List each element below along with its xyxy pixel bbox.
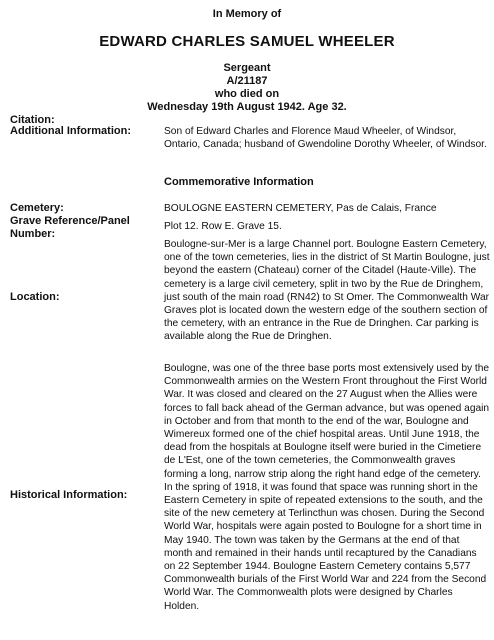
commemorative-heading: Commemorative Information	[164, 176, 314, 188]
in-memory-heading: In Memory of	[212, 8, 282, 20]
historical-info-text: Boulogne, was one of the three base ports most extensively used by the Commonwealth armies on the Western Front throughout the First World War. It was closed and cleared on the 27 August when the Allies were forces to fall back ahead of the German advance, but was opened again in October and from that month to the end of the war, Boulogne and Wimereux formed one of the chief hospital areas. Until June 1918, the dead from the hospitals at Boulogne itself were buried in the Cimetiere de L'Est, one of the town cemeteries, the Commonwealth graves forming a long, narrow strip along the right hand edge of the cemetery. In the spring of 1918, it was found that space was running short in the Eastern Cemetery in spite of repeated extensions to the south, and the site of the new cemetery at Terlincthun was chosen. During the Second World War, hospitals were again posted to Boulogne for a short time in May 1940. The town was taken by the Germans at the end of that month and remained in their hands until recaptured by the Canadians on 22 September 1944. Boulogne Eastern Cemetery contains 5,577 Commonwealth burials of the First World War and 224 from the Second World War. The Commonwealth plots were designed by Charles Holden.	[164, 363, 490, 612]
location-text: Boulogne-sur-Mer is a large Channel port. Boulogne Eastern Cemetery, one of the town cemeteries, lies in the district of St Martin Boulogne, just beyond the eastern (Chateau) corner of the Citadel (Haute-Ville). The cemetery is a large civil cemetery, split in two by the Rue de Dringhem, just south of the main road (RN42) to St Omer. The Commonwealth War Graves plot is located down the western edge of the southern section of the cemetery, with an entrance in the Rue de Dringhen. Car parking is available along the Rue de Dringhen.	[164, 239, 490, 343]
historical-info-label: Historical Information:	[10, 489, 128, 501]
location-label: Location:	[10, 291, 60, 303]
soldier-name: EDWARD CHARLES SAMUEL WHEELER	[99, 33, 395, 50]
grave-reference-label: Grave Reference/Panel Number:	[10, 215, 130, 240]
service-number: A/21187	[226, 75, 268, 87]
grave-reference-value: Plot 12. Row E. Grave 15.	[164, 221, 282, 232]
rank: Sergeant	[223, 62, 271, 74]
cemetery-value: BOULOGNE EASTERN CEMETERY, Pas de Calais, France	[164, 203, 437, 214]
additional-info-text: Son of Edward Charles and Florence Maud Wheeler, of Windsor, Ontario, Canada; husband of Gwendoline Dorothy Wheeler, of Windsor.	[164, 126, 487, 151]
additional-info-label: Additional Information:	[10, 125, 131, 137]
who-died-text: who died on	[214, 88, 280, 100]
cemetery-label: Cemetery:	[10, 202, 64, 214]
citation-label: Citation:	[10, 114, 55, 126]
death-date-age: Wednesday 19th August 1942. Age 32.	[147, 101, 347, 113]
